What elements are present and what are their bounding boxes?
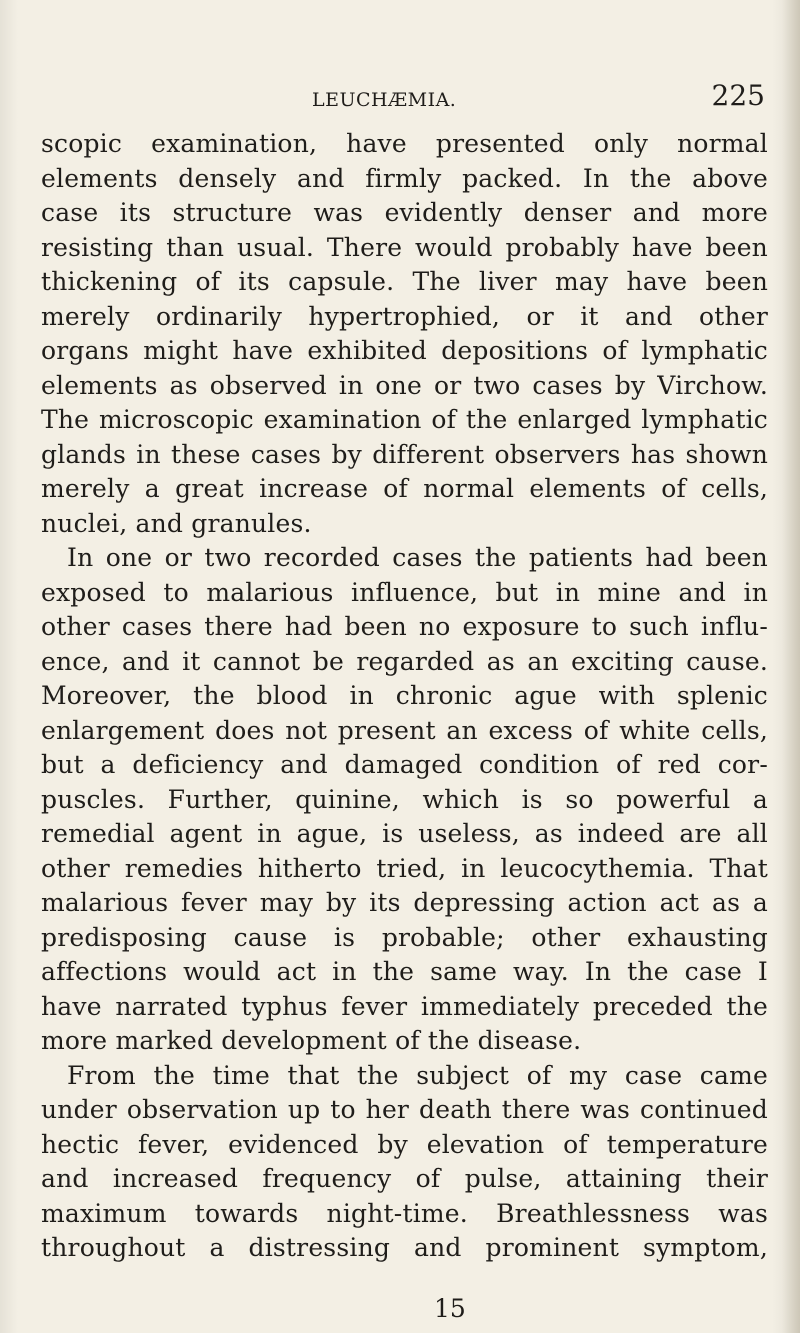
page-edge-shadow <box>782 0 800 1333</box>
body-text <box>41 127 768 1266</box>
text-line: malarious fever may by its depressing action act as a <box>41 888 768 917</box>
text-line: thickening of its capsule. The liver may have been <box>41 267 768 296</box>
text-line: Moreover, the blood in chronic ague with splenic <box>41 681 768 710</box>
text-line: predisposing cause is probable; other exhausting <box>41 922 768 952</box>
text-line: scopic examination, have presented only normal <box>41 129 768 158</box>
page-header <box>312 79 765 118</box>
text-line: other cases there had been no exposure to such influ- <box>41 612 768 641</box>
running-title: LEUCHÆMIA. <box>312 89 457 111</box>
text-line: elements densely and firmly packed. In the above <box>41 163 768 193</box>
text-line: but a deficiency and damaged condition of red cor- <box>41 750 768 779</box>
signature-mark: 15 <box>434 1294 466 1323</box>
text-line: throughout a distressing and prominent symptom, <box>41 1233 768 1262</box>
text-line: enlargement does not present an excess of white cells, <box>41 715 768 745</box>
text-line: In one or two recorded cases the patients had been <box>67 543 768 572</box>
text-line: hectic fever, evidenced by elevation of temperature <box>41 1129 768 1159</box>
text-line: merely a great increase of normal elements of cells, <box>41 474 768 503</box>
text-line: The microscopic examination of the enlarged lymphatic <box>41 405 768 434</box>
text-line: ence, and it cannot be regarded as an exciting cause. <box>41 646 768 676</box>
text-line: merely ordinarily hypertrophied, or it and other <box>41 301 768 331</box>
text-line: resisting than usual. There would probably have been <box>41 232 768 262</box>
text-line: puscles. Further, quinine, which is so powerful a <box>41 784 768 814</box>
text-line: have narrated typhus fever immediately preceded the <box>41 991 768 1021</box>
text-line: organs might have exhibited depositions of lymphatic <box>41 336 768 365</box>
text-line: remedial agent in ague, is useless, as indeed are all <box>41 819 768 848</box>
text-line: From the time that the subject of my case came <box>67 1060 768 1090</box>
text-line: under observation up to her death there was continued <box>41 1095 768 1124</box>
text-line: case its structure was evidently denser and more <box>41 198 768 227</box>
text-line: glands in these cases by different observers has shown <box>41 439 768 469</box>
text-line: more marked development of the disease. <box>41 1026 582 1055</box>
text-line: elements as observed in one or two cases by Virchow. <box>41 370 768 400</box>
text-line: and increased frequency of pulse, attaining their <box>41 1164 768 1193</box>
text-line: maximum towards night-time. Breathlessness was <box>41 1198 768 1228</box>
page-number: 225 <box>711 79 765 112</box>
text-line: affections would act in the same way. In the case I <box>41 957 768 986</box>
text-line: exposed to malarious influence, but in mine and in <box>41 577 768 607</box>
text-line: other remedies hitherto tried, in leucocythemia. That <box>41 853 768 883</box>
text-line: nuclei, and granules. <box>41 508 312 538</box>
